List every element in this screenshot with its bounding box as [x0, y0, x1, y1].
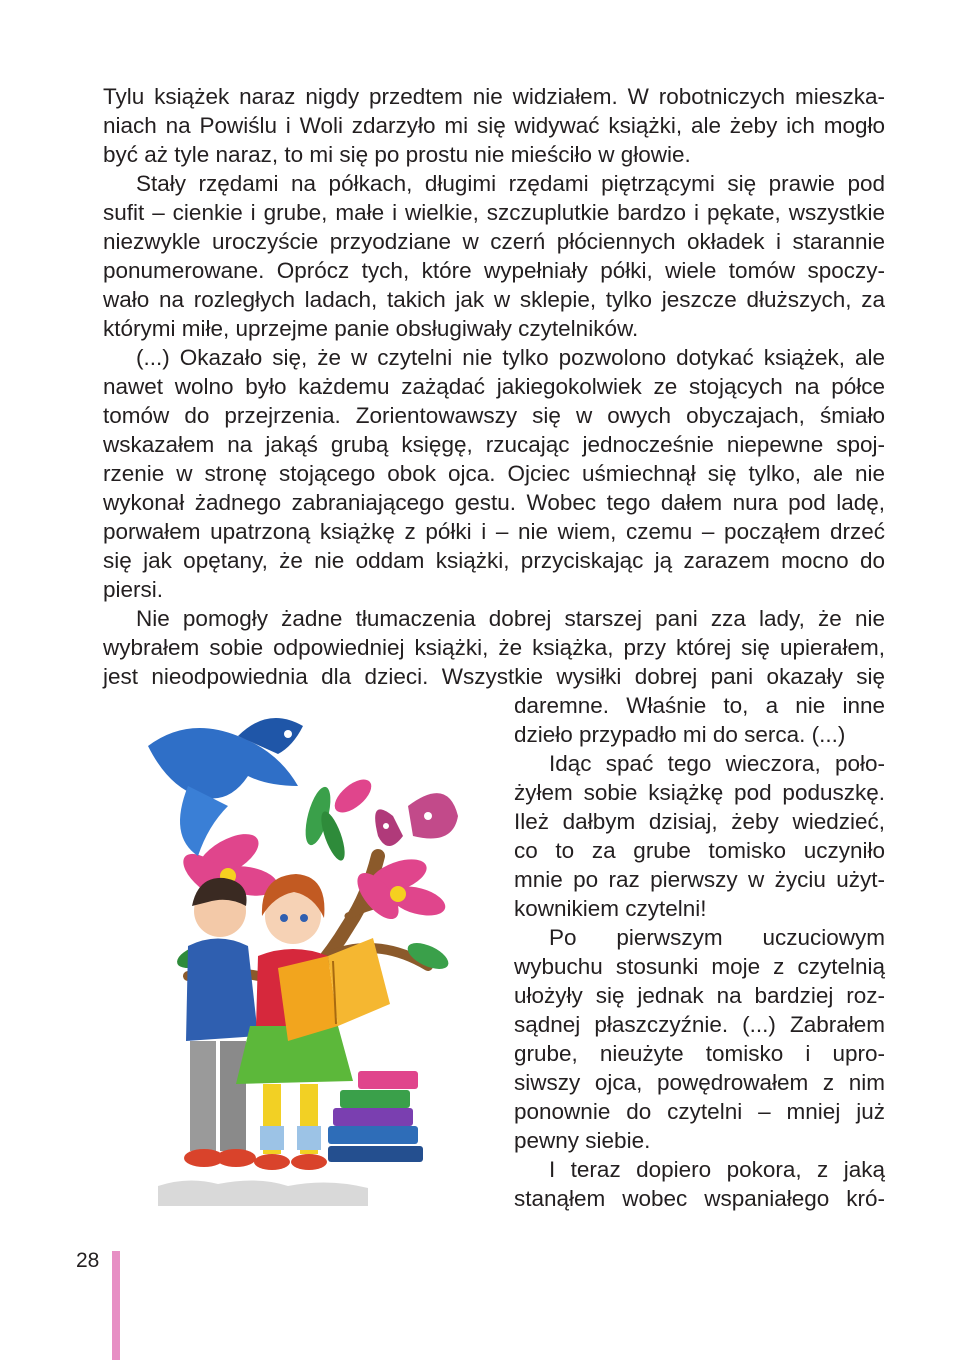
- text-line: rzenie w stronę stojącego obok ojca. Ojciec uśmiechnął się tylko, ale nie: [103, 461, 885, 486]
- text-line: wykonał żadnego zabraniającego gestu. Wobec tego dałem nura pod ladę,: [103, 490, 885, 515]
- text-line: Nie pomogły żadne tłumaczenia dobrej starszej pani zza lady, że nie: [136, 606, 885, 631]
- text-line: wybuchu stosunki moje z czytelnią: [514, 954, 885, 979]
- text-line: dzieło przypadło mi do serca. (...): [514, 722, 846, 747]
- text-line: co to za grube tomisko uczyniło: [514, 838, 885, 863]
- text-line: (...) Okazało się, że w czytelni nie tylko pozwolono dotykać książek, ale: [136, 345, 885, 370]
- text-line: porwałem upatrzoną książkę z półki i – nie wiem, czemu – począłem drzeć: [103, 519, 885, 544]
- text-line: Idąc spać tego wieczora, poło-: [549, 751, 885, 776]
- page-number: 28: [76, 1249, 100, 1272]
- text-line: ponumerowane. Oprócz tych, które wypełniały półki, wiele tomów spoczy-: [103, 258, 885, 283]
- text-line: kownikiem czytelni!: [514, 896, 707, 921]
- text-line: się jak opętany, że nie oddam książki, przyciskając ją zarazem mocno do: [103, 548, 885, 573]
- text-line: wało na rozległych ladach, takich jak w sklepie, tylko jeszcze dłuższych, za: [103, 287, 885, 312]
- text-line: wskazałem na jakąś grubą księgę, rzucając jednocześnie niepewne spoj-: [103, 432, 885, 457]
- text-line: siwszy ojca, powędrowałem z nim: [514, 1070, 885, 1095]
- text-line: stanąłem wobec wspaniałego kró-: [514, 1186, 885, 1211]
- text-line: Po pierwszym uczuciowym: [549, 925, 885, 950]
- text-line: Tylu książek naraz nigdy przedtem nie widziałem. W robotniczych mieszka-: [103, 84, 885, 109]
- children-reading-illustration: [128, 706, 494, 1212]
- text-line: sufit – cienkie i grube, małe i wielkie, szczuplutkie bardzo i pękate, wszystkie: [103, 200, 885, 225]
- text-line: pewny siebie.: [514, 1128, 651, 1153]
- text-line: być aż tyle naraz, to mi się po prostu nie mieściło w głowie.: [103, 142, 691, 167]
- text-line: niezwykle uroczyście przyodziane w czerń płóciennych okładek i starannie: [103, 229, 885, 254]
- text-line: nawet wolno było każdemu zażądać jakiegokolwiek ze stojących na półce: [103, 374, 885, 399]
- text-line: jest nieodpowiednia dla dzieci. Wszystkie wysiłki dobrej pani okazały się: [103, 664, 885, 689]
- text-line: I teraz dopiero pokora, z jaką: [549, 1157, 885, 1182]
- text-line: ponownie do czytelni – mniej już: [514, 1099, 885, 1124]
- text-line: żyłem sobie książkę pod poduszkę.: [514, 780, 885, 805]
- text-line: grube, nieużyte tomisko i upro-: [514, 1041, 885, 1066]
- page-accent-bar: [112, 1251, 120, 1360]
- text-line: wybrałem sobie odpowiedniej książki, że książka, przy której się upierałem,: [103, 635, 885, 660]
- text-line: ułożyły się jednak na bardziej roz-: [514, 983, 885, 1008]
- text-line: mnie po raz pierwszy w życiu użyt-: [514, 867, 885, 892]
- text-line: daremne. Właśnie to, a nie inne: [514, 693, 885, 718]
- text-line: piersi.: [103, 577, 164, 602]
- text-line: Ileż dałbym dzisiaj, żeby wiedzieć,: [514, 809, 885, 834]
- text-line: sądnej płaszczyźnie. (...) Zabrałem: [514, 1012, 885, 1037]
- text-line: tomów do przejrzenia. Zorientowawszy się w owych obyczajach, śmiało: [103, 403, 885, 428]
- text-line: Stały rzędami na półkach, długimi rzędami piętrzącymi się prawie pod: [136, 171, 885, 196]
- text-line: którymi miłe, uprzejme panie obsługiwały czytelników.: [103, 316, 639, 341]
- text-line: niach na Powiślu i Woli zdarzyło mi się widywać książki, ale żeby ich mogło: [103, 113, 885, 138]
